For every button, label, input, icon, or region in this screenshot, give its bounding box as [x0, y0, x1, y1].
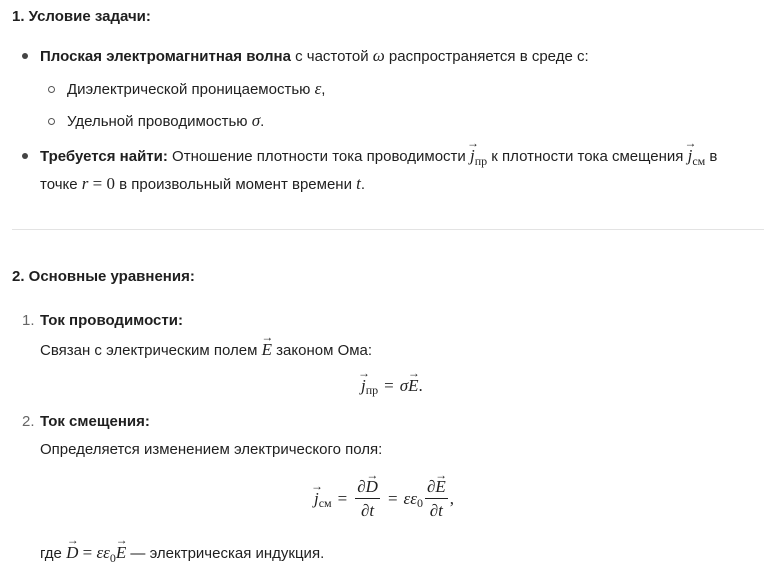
bullet-wave-text2: распространяется в среде с: — [384, 48, 589, 65]
bullet-wave-text: с частотой — [290, 48, 373, 65]
equals-sign: = — [78, 543, 97, 562]
bullet-find-text: Отношение плотности тока проводимости — [167, 148, 470, 165]
equals-sign: = — [387, 489, 398, 509]
equals-zero: = 0 — [88, 174, 115, 193]
divider — [12, 229, 764, 230]
fraction-dE-dt — [425, 478, 448, 520]
j-sub-pr: пр — [474, 154, 488, 168]
section-1-heading: 1. Условие задачи: — [12, 8, 151, 25]
bullet-wave-bold: Плоская электромагнитная волна — [40, 48, 291, 65]
sub-item-conductivity — [67, 111, 264, 131]
E-vector: → E — [116, 543, 126, 563]
bullet-dot — [22, 53, 28, 59]
fraction-dD-dt — [355, 478, 380, 520]
bullet-wave — [40, 46, 589, 66]
equals-sign: = — [384, 376, 394, 395]
permittivity-punct: , — [321, 81, 326, 98]
bullet-dot — [22, 153, 28, 159]
time-text: в произвольный момент времени — [115, 176, 357, 193]
partial-symbol: ∂ — [357, 477, 366, 496]
permittivity-text: Диэлектрической проницаемостью — [67, 81, 315, 98]
j-sub-sm: см — [318, 495, 332, 510]
ohm-text: Связан с электрическим полем — [40, 342, 262, 359]
sigma-symbol: σ — [251, 111, 261, 130]
bullet-find — [40, 146, 770, 166]
omega-symbol: ω — [372, 46, 385, 65]
bullet-find-text2: к плотности тока смещения — [487, 148, 688, 165]
formula-punct: . — [418, 376, 423, 395]
j-vector: → j — [361, 376, 366, 396]
bullet-find-text3: в — [705, 148, 718, 165]
D-vector: → D — [66, 543, 78, 563]
displacement-current-title: Ток смещения: — [40, 413, 150, 430]
t-symbol: t — [356, 174, 361, 193]
list-number: 1. — [22, 312, 35, 329]
point-text: точке — [40, 176, 82, 193]
equals-sign: = — [337, 489, 348, 509]
conductivity-text: Удельной проводимостью — [67, 113, 252, 130]
j-vector: → j — [688, 146, 693, 166]
sub-bullet-ring — [48, 118, 55, 125]
j-sub-sm: см — [692, 154, 706, 168]
sub-bullet-ring — [48, 86, 55, 93]
bullet-find-line2 — [40, 174, 365, 194]
r-symbol: r — [81, 174, 89, 193]
ohm-text2: законом Ома: — [272, 342, 373, 359]
epsilon-symbol: ε — [314, 79, 322, 98]
formula-displacement — [314, 478, 454, 520]
E-vector: → E — [262, 340, 272, 360]
sigma-symbol: σ — [399, 376, 409, 395]
formula-punct: , — [449, 489, 454, 509]
E-vector: → E — [435, 478, 445, 497]
partial-t: ∂t — [361, 500, 375, 520]
conduction-current-title: Ток проводимости: — [40, 312, 183, 329]
j-sub-pr: пр — [365, 382, 379, 397]
induction-definition — [40, 543, 324, 563]
j-vector: → j — [470, 146, 475, 166]
D-vector: → D — [366, 478, 378, 497]
displacement-text: Определяется изменением электрического поля: — [40, 441, 383, 458]
section-2-heading: 2. Основные уравнения: — [12, 268, 195, 285]
epsilon-epsilon: εε — [96, 543, 110, 562]
ohm-law-text — [40, 340, 372, 360]
epsilon-sub-0: 0 — [416, 495, 423, 510]
j-vector: → j — [314, 489, 319, 509]
where-text: где — [40, 545, 67, 562]
formula-conduction — [361, 376, 423, 396]
conductivity-punct: . — [260, 113, 265, 130]
E-vector: → E — [408, 376, 418, 396]
sub-item-permittivity — [67, 79, 325, 99]
partial-t: ∂t — [429, 500, 443, 520]
epsilon-epsilon: εε — [403, 489, 417, 509]
induction-text: — электрическая индукция. — [126, 545, 325, 562]
epsilon-sub-0: 0 — [109, 551, 116, 565]
list-number: 2. — [22, 413, 35, 430]
bullet-find-bold: Требуется найти: — [40, 148, 168, 165]
partial-symbol: ∂ — [426, 477, 436, 496]
find-punct: . — [360, 176, 366, 193]
